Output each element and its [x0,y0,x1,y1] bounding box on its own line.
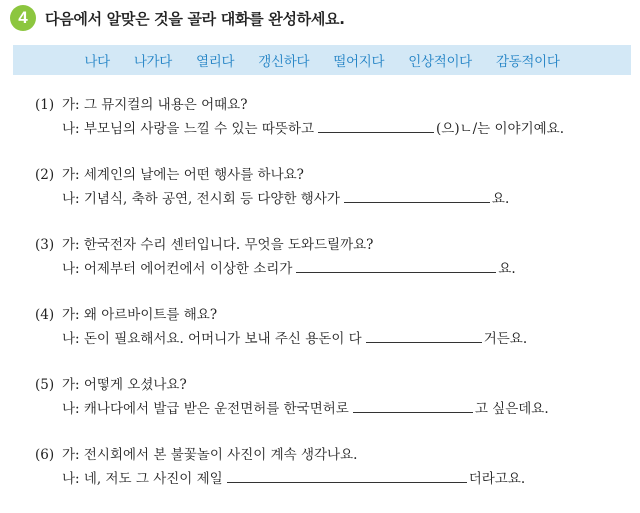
answer-line [35,467,630,491]
speaker-label: 나: [62,121,80,137]
speaker-label: 나: [62,331,80,347]
question-item [35,303,630,373]
answer-line [35,257,630,281]
answer-text-before: 캐나다에서 발급 받은 운전면허를 한국면허로 [83,401,349,417]
question-number: (1) [35,97,55,113]
exercise-instruction: 다음에서 알맞은 것을 골라 대화를 완성하세요. [45,9,345,28]
question-line [35,233,630,257]
answer-blank[interactable] [227,468,467,483]
speaker-label: 나: [62,191,80,207]
question-item [35,163,630,233]
exercise-header [10,4,345,32]
answer-blank[interactable] [344,188,490,203]
answer-blank[interactable] [296,258,496,273]
answer-text-after: (으)ㄴ/는 이야기예요. [436,121,565,137]
question-number: (6) [35,447,55,463]
answer-text-before: 돈이 필요해서요. 어머니가 보내 주신 용돈이 다 [83,331,362,347]
question-line [35,373,630,397]
exercise-number-badge: 4 [10,5,36,31]
answer-line [35,327,630,351]
answer-text-before: 기념식, 축하 공연, 전시회 등 다양한 행사가 [83,191,340,207]
speaker-label: 가: [62,377,80,393]
question-item [35,373,630,443]
word-option: 나다 [84,54,110,70]
question-number: (3) [35,237,55,253]
question-text: 그 뮤지컬의 내용은 어때요? [83,97,248,113]
question-number: (4) [35,307,55,323]
word-option: 갱신하다 [258,54,310,70]
question-item [35,93,630,163]
speaker-label: 가: [62,447,80,463]
answer-blank[interactable] [353,398,473,413]
answer-text-after: 요. [498,261,516,277]
word-box [13,45,631,75]
word-option: 감동적이다 [495,54,560,70]
question-number: (5) [35,377,55,393]
speaker-label: 가: [62,237,80,253]
answer-text-after: 고 싶은데요. [474,401,549,417]
question-text: 왜 아르바이트를 해요? [83,307,218,323]
question-text: 어떻게 오셨나요? [83,377,187,393]
answer-text-before: 어제부터 에어컨에서 이상한 소리가 [83,261,293,277]
question-text: 세계인의 날에는 어떤 행사를 하나요? [83,167,304,183]
speaker-label: 가: [62,97,80,113]
question-line [35,303,630,327]
answer-text-before: 네, 저도 그 사진이 제일 [83,471,223,487]
speaker-label: 나: [62,401,80,417]
word-option: 열리다 [196,54,235,70]
answer-line [35,397,630,421]
question-text: 전시회에서 본 불꽃놀이 사진이 계속 생각나요. [83,447,358,463]
question-text: 한국전자 수리 센터입니다. 무엇을 도와드릴까요? [83,237,374,253]
answer-line [35,117,630,141]
answer-line [35,187,630,211]
answer-text-before: 부모님의 사랑을 느낄 수 있는 따뜻하고 [83,121,315,137]
speaker-label: 나: [62,261,80,277]
question-line [35,443,630,467]
speaker-label: 가: [62,167,80,183]
answer-text-after: 더라고요. [468,471,526,487]
question-number: (2) [35,167,55,183]
answer-text-after: 요. [491,191,510,207]
speaker-label: 가: [62,307,80,323]
word-option: 떨어지다 [333,54,385,70]
answer-text-after: 거든요. [483,331,528,347]
question-list [35,93,630,513]
word-option: 인상적이다 [408,54,472,70]
answer-blank[interactable] [366,328,482,343]
speaker-label: 나: [62,471,80,487]
question-item [35,233,630,303]
question-line [35,163,630,187]
question-line [35,93,630,117]
word-option: 나가다 [133,54,173,70]
answer-blank[interactable] [318,118,434,133]
